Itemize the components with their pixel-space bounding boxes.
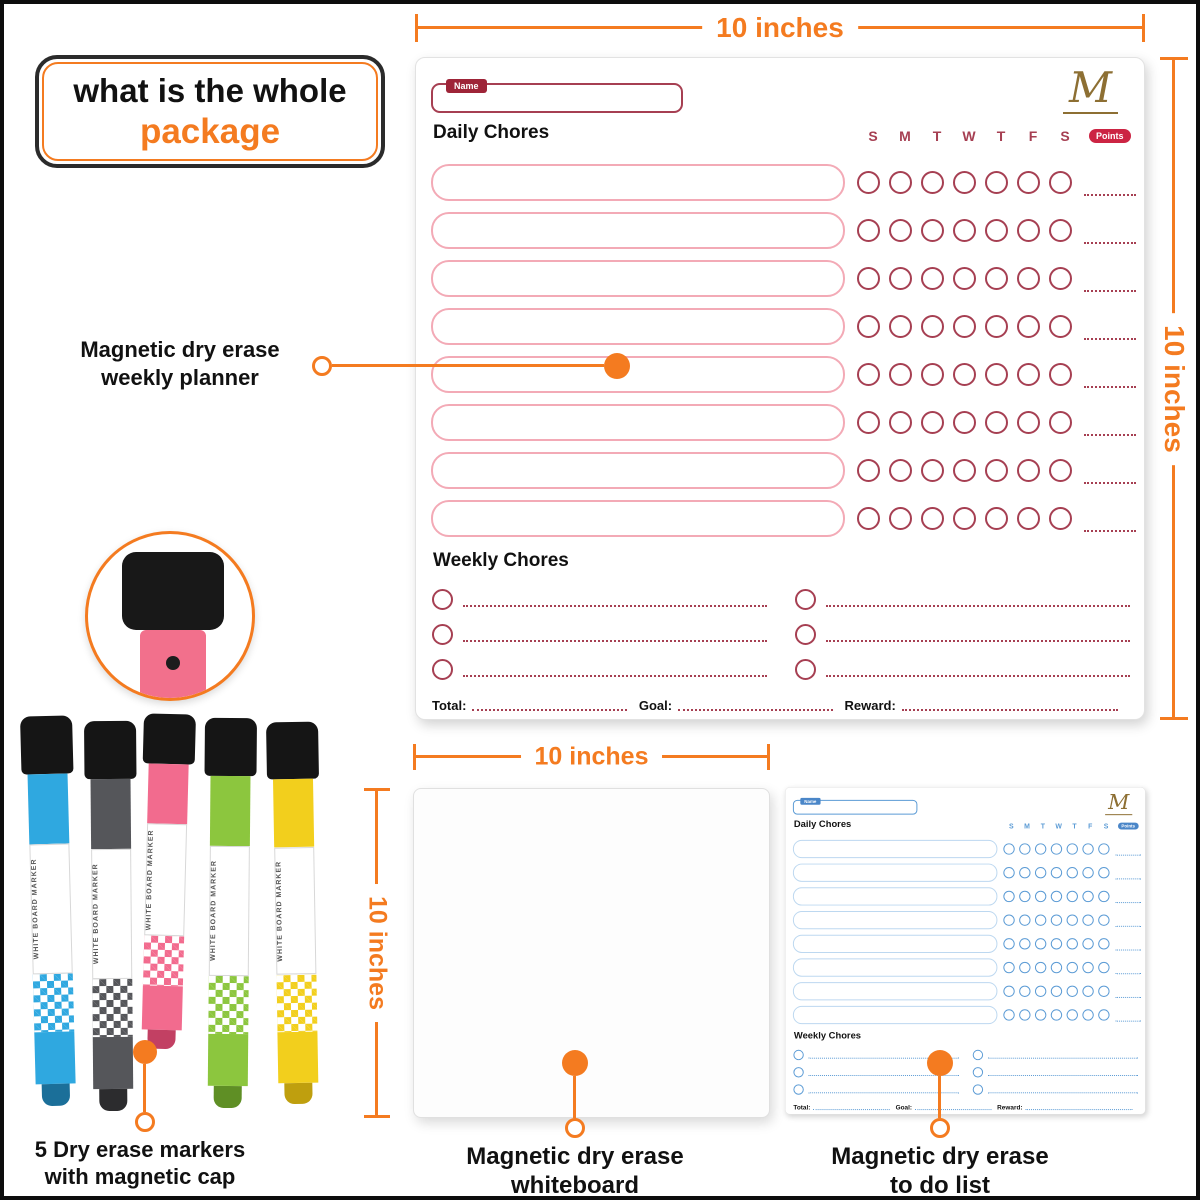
callout-dot-todo [927,1050,953,1076]
daily-chores-title: Daily Chores [433,122,550,143]
marker-magnetic-cap [266,722,319,780]
caption-markers [5,1136,275,1190]
marker-body-lower [34,1031,75,1084]
callout-line-todo [938,1076,941,1118]
marker-tip [99,1089,127,1111]
callout-dot-whiteboard [562,1050,588,1076]
callout-ring-todo [930,1118,950,1138]
caption-line: 5 Dry erase markers [34,1137,246,1162]
marker-pink [135,713,196,1050]
marker-tip [284,1082,312,1104]
marker-body-upper [273,778,314,847]
points-label: Points [1089,129,1131,143]
marker-body-lower [93,1037,133,1089]
callout-dot-planner [604,353,630,379]
marker-magnetic-cap [20,715,74,774]
day-letter: S [1008,822,1014,830]
name-label: Name [446,79,487,93]
badge-text-line1: what is the whole [73,71,347,109]
marker-tip [214,1086,242,1108]
marker-body-upper [91,779,132,849]
marker-label: WHITE BOARD MARKER [209,846,250,976]
day-letter: F [1088,822,1093,830]
caption-line: Magnetic dry erase [831,1143,1049,1170]
name-label: Name [800,798,820,805]
dimension-text: 10 inches [521,743,663,772]
dimension-text: 10 inches [363,884,392,1022]
marker-checker-band [208,976,249,1034]
callout-line-whiteboard [573,1076,576,1118]
caption-line: Magnetic dry erase [80,337,280,362]
marker-label: WHITE BOARD MARKER [274,847,316,975]
marker-label: WHITE BOARD MARKER [144,824,187,937]
marker-magnetic-cap [204,718,257,776]
goal-label: Goal: [895,1103,912,1112]
day-letter: T [932,128,942,144]
marker-checker-band [276,974,317,1032]
caption-line: weekly planner [101,365,259,390]
brand-logo-icon: M [1105,790,1132,815]
day-letter: F [1028,128,1038,144]
marker-body-lower [208,1034,248,1086]
marker-tip [42,1084,71,1107]
total-label: Total: [432,698,467,713]
marker-body-lower [277,1031,318,1083]
marker-yellow [266,722,325,1105]
marker-body-upper [28,773,70,844]
brand-logo-icon: M [1063,64,1118,114]
day-letter: W [962,128,976,144]
callout-ring-markers [135,1112,155,1132]
marker-label: WHITE BOARD MARKER [91,849,132,979]
marker-checker-band [92,979,133,1037]
day-letter: S [868,128,878,144]
caption-whiteboard [430,1142,720,1200]
reward-label: Reward: [844,698,896,713]
marker-magnetic-cap [84,721,137,779]
total-label: Total: [793,1103,811,1112]
marker-black [84,721,139,1111]
day-letter: S [1060,128,1070,144]
caption-line: to do list [890,1172,990,1199]
weekly-chores-title: Weekly Chores [433,550,569,571]
caption-line: whiteboard [510,1172,639,1199]
day-letter: S [1103,822,1109,830]
marker-blue [20,715,82,1106]
marker-magnetic-cap [143,713,196,764]
daily-chores-title: Daily Chores [793,819,852,830]
day-letter: T [996,128,1006,144]
day-letter: T [1040,822,1045,830]
day-letter: T [1072,822,1077,830]
callout-line-markers [143,1064,146,1112]
day-letter: W [1055,822,1062,830]
caption-line: Magnetic dry erase [466,1143,684,1170]
goal-label: Goal: [638,698,673,713]
points-label: Points [1118,823,1139,830]
dimension-text: 10 inches [702,12,858,44]
weekly-chores-title: Weekly Chores [793,1030,862,1041]
callout-ring-whiteboard [565,1118,585,1138]
caption-weekly-planner [30,336,330,392]
marker-body-lower [142,985,183,1031]
dimension-text: 10 inches [1158,313,1190,465]
caption-line: with magnetic cap [44,1164,236,1189]
callout-dot-markers [133,1040,157,1064]
marker-body-upper [147,763,189,824]
marker-green [202,718,257,1108]
day-letter: M [899,128,911,144]
day-letter: M [1024,822,1030,830]
badge-text-line2: package [139,111,281,151]
reward-label: Reward: [997,1103,1023,1112]
caption-todo [795,1142,1085,1200]
marker-checker-band [33,973,75,1032]
marker-label: WHITE BOARD MARKER [29,843,72,974]
callout-line-planner [332,364,604,367]
marker-checker-band [143,935,184,986]
marker-body-upper [210,776,251,846]
